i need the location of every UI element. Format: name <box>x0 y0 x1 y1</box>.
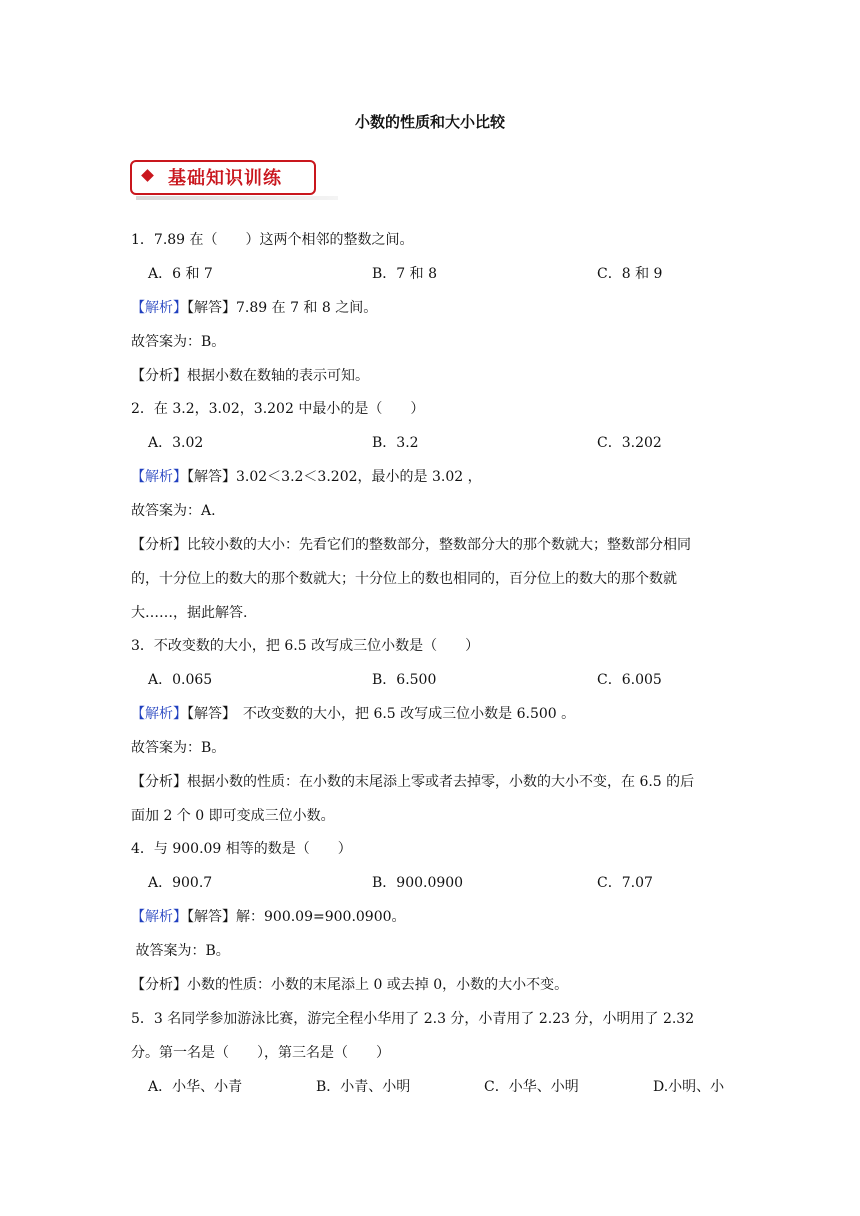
q1-analysis-text: 根据小数在数轴的表示可知。 <box>187 368 369 384</box>
q3-analysis-1 <box>131 772 694 792</box>
q4-answer-text: 解：900.09=900.0900。 <box>236 909 406 925</box>
q2-option-b: B．3.2 <box>372 435 419 451</box>
q5-stem-1: 5．3 名同学参加游泳比赛，游完全程小华用了 2.3 分，小青用了 2.23 分，小明用了 2.32 <box>131 1011 695 1027</box>
q2-answer <box>131 467 482 487</box>
fenxi-tag: 【分析】 <box>131 537 187 553</box>
q4-option-a: A．900.7 <box>148 875 213 891</box>
q5-option-d: D.小明、小 <box>653 1079 725 1095</box>
fenxi-tag: 【分析】 <box>131 977 187 993</box>
q3-answer <box>131 704 575 724</box>
q2-result: 故答案为：A. <box>131 503 216 519</box>
jiexi-tag: 【解析】 <box>131 909 187 925</box>
q1-answer-text: 7.89 在 7 和 8 之间。 <box>236 300 378 316</box>
q3-option-c: C．6.005 <box>597 672 662 688</box>
q3-option-b: B．6.500 <box>372 672 437 688</box>
fenxi-tag: 【分析】 <box>131 774 187 790</box>
jiexi-tag: 【解析】 <box>131 300 187 316</box>
fenxi-tag: 【分析】 <box>131 368 187 384</box>
q5-stem-2: 分。第一名是（ ），第三名是（ ） <box>131 1045 390 1061</box>
q2-answer-text: 3.02＜3.2＜3.202，最小的是 3.02 ， <box>236 469 482 485</box>
q2-option-c: C．3.202 <box>597 435 662 451</box>
q4-option-c: C．7.07 <box>597 875 653 891</box>
q2-analysis-3: 大……，据此解答. <box>131 605 248 621</box>
q3-result: 故答案为：B。 <box>131 740 226 756</box>
q2-analysis-2: 的，十分位上的数大的那个数就大；十分位上的数也相同的，百分位上的数大的那个数就 <box>131 571 677 587</box>
q3-stem: 3．不改变数的大小，把 6.5 改写成三位小数是（ ） <box>131 638 480 654</box>
q2-analysis-text: 比较小数的大小：先看它们的整数部分，整数部分大的那个数就大；整数部分相同 <box>187 537 691 553</box>
jieda-tag: 【解答】 <box>187 300 236 316</box>
q4-result: 故答案为：B。 <box>131 943 230 959</box>
jiexi-tag: 【解析】 <box>131 706 187 722</box>
jieda-tag: 【解答】 <box>187 706 229 722</box>
q5-option-a: A．小华、小青 <box>148 1079 243 1095</box>
q1-analysis <box>131 366 369 386</box>
q3-option-a: A．0.065 <box>148 672 213 688</box>
section-banner <box>130 160 320 198</box>
q4-analysis-text: 小数的性质：小数的末尾添上 0 或去掉 0，小数的大小不变。 <box>187 977 569 993</box>
jiexi-tag: 【解析】 <box>131 469 187 485</box>
q2-stem: 2．在 3.2，3.02，3.202 中最小的是（ ） <box>131 401 425 417</box>
q5-option-b: B．小青、小明 <box>316 1079 411 1095</box>
q1-answer <box>131 298 377 318</box>
q1-option-c: C．8 和 9 <box>597 266 663 282</box>
q1-option-b: B．7 和 8 <box>372 266 438 282</box>
q3-answer-text: 不改变数的大小，把 6.5 改写成三位小数是 6.500 。 <box>229 706 576 722</box>
q3-analysis-2: 面加 2 个 0 即可变成三位小数。 <box>131 808 335 824</box>
q4-option-b: B．900.0900 <box>372 875 464 891</box>
section-label: 基础知识训练 <box>168 168 282 189</box>
q2-analysis-1 <box>131 535 691 555</box>
q1-result: 故答案为：B。 <box>131 334 226 350</box>
q4-stem: 4．与 900.09 相等的数是（ ） <box>131 841 352 857</box>
q4-answer <box>131 907 406 927</box>
q2-option-a: A．3.02 <box>148 435 204 451</box>
q5-option-c: C．小华、小明 <box>484 1079 579 1095</box>
q1-stem: 1．7.89 在（ ）这两个相邻的整数之间。 <box>131 232 414 248</box>
page-title: 小数的性质和大小比较 <box>354 113 505 131</box>
jieda-tag: 【解答】 <box>187 469 236 485</box>
q1-option-a: A．6 和 7 <box>148 266 213 282</box>
jieda-tag: 【解答】 <box>187 909 236 925</box>
banner-shadow <box>136 196 338 200</box>
q4-analysis <box>131 975 568 995</box>
q3-analysis-text: 根据小数的性质：在小数的末尾添上零或者去掉零，小数的大小不变，在 6.5 的后 <box>187 774 695 790</box>
